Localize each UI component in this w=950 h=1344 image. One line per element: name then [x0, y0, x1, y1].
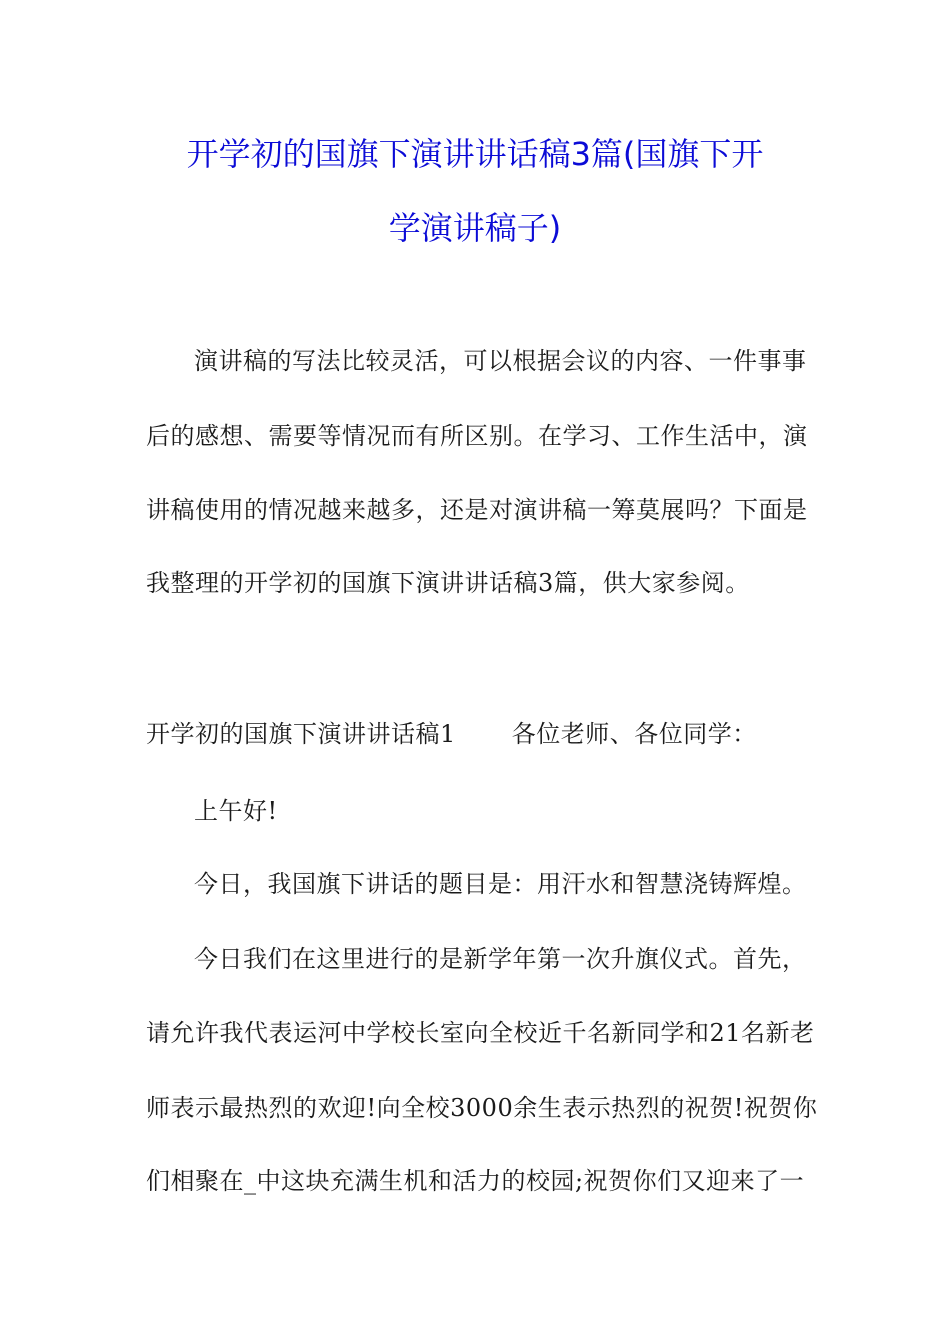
- salutation: 各位老师、各位同学：: [511, 720, 757, 748]
- document-title-line-1: 开学初的国旗下演讲讲话稿3篇(国旗下开: [186, 135, 764, 173]
- greeting: 上午好!: [194, 797, 278, 825]
- body-line-2: 请允许我代表运河中学校长室向全校近千名新同学和21名新老: [146, 1019, 815, 1047]
- topic-line: 今日，我国旗下讲话的题目是：用汗水和智慧浇铸辉煌。: [194, 870, 807, 898]
- intro-line-3: 讲稿使用的情况越来越多，还是对演讲稿一筹莫展吗？下面是: [146, 496, 808, 524]
- body-line-1: 今日我们在这里进行的是新学年第一次升旗仪式。首先，: [194, 945, 807, 973]
- section-heading-row: [146, 718, 806, 750]
- intro-line-4: 我整理的开学初的国旗下演讲讲话稿3篇，供大家参阅。: [146, 569, 750, 597]
- document-title-line-2: 学演讲稿子): [388, 209, 562, 247]
- intro-line-1: 演讲稿的写法比较灵活，可以根据会议的内容、一件事事: [194, 347, 807, 375]
- body-line-4: 们相聚在_中这块充满生机和活力的校园;祝贺你们又迎来了一: [146, 1167, 805, 1195]
- body-line-3: 师表示最热烈的欢迎!向全校3000余生表示热烈的祝贺!祝贺你: [146, 1094, 818, 1122]
- section-heading: 开学初的国旗下演讲讲话稿1: [146, 720, 456, 748]
- intro-line-2: 后的感想、需要等情况而有所区别。在学习、工作生活中，演: [146, 422, 808, 450]
